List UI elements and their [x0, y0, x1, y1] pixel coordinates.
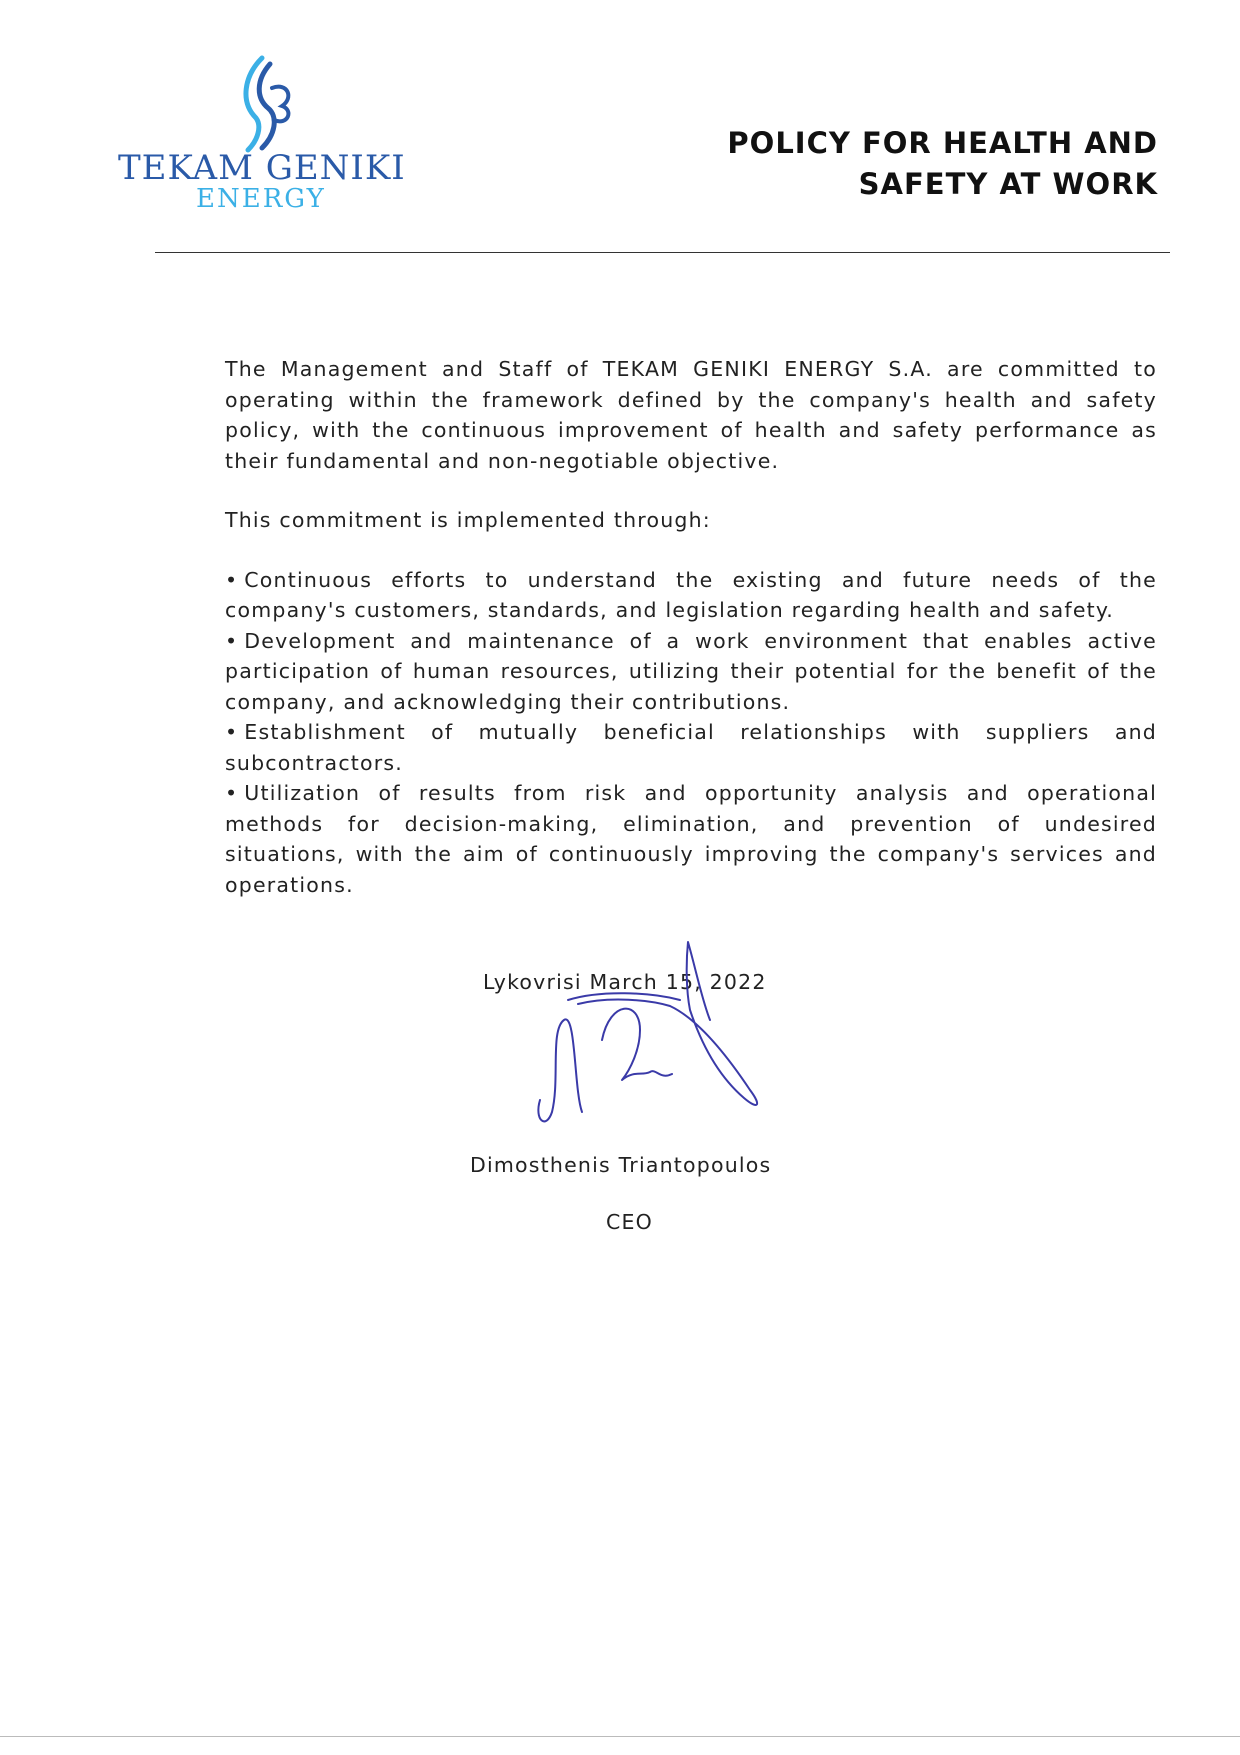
policy-body [225, 354, 1157, 900]
page-bottom-edge [0, 1736, 1240, 1737]
header-divider [155, 252, 1170, 253]
signer-name: Dimosthenis Triantopoulos [470, 1153, 772, 1177]
bullet-item [225, 778, 1157, 900]
commitment-lead: This commitment is implemented through: [225, 508, 711, 532]
bullet-text: Establishment of mutually beneficial relationships with suppliers and subcontractors. [225, 720, 1157, 775]
bullet-dot: • [225, 628, 239, 653]
handwritten-signature [530, 940, 810, 1140]
intro-paragraph: The Management and Staff of TEKAM GENIKI ENERGY S.A. are committed to operating within the framework defined by the company's health and safety policy, with the continuous improvement of health and safety performance as their fundamental and non-negotiable objective. [225, 357, 1157, 473]
bullet-dot: • [225, 720, 239, 744]
title-line-1: POLICY FOR HEALTH AND [727, 126, 1158, 160]
bullet-text: Utilization of results from risk and opportunity analysis and operational methods for decision-making, elimination, and prevention of undesired situations, with the aim of continuously improving the company's services and operations. [225, 781, 1157, 897]
bullet-dot: • [225, 567, 239, 592]
place-and-date: Lykovrisi March 15, 2022 [483, 970, 767, 994]
bullet-dot: • [225, 781, 239, 805]
bullet-item [225, 717, 1157, 778]
bullet-item [225, 626, 1157, 718]
logo-wordmark: TEKAM GENIKI [118, 148, 406, 188]
title-line-2: SAFETY AT WORK [858, 167, 1158, 201]
flame-logo-icon [232, 54, 302, 154]
logo-subtitle: ENERGY [196, 184, 326, 214]
bullet-text: Continuous efforts to understand the existing and future needs of the company's customers, standards, and legislation regarding health and safety. [225, 567, 1157, 622]
company-logo [112, 52, 422, 222]
bullet-text: Development and maintenance of a work environment that enables active participation of human resources, utilizing their potential for the benefit of the company, and acknowledging their contributions. [225, 628, 1157, 714]
document-title [638, 123, 1158, 205]
signer-role: CEO [606, 1210, 654, 1234]
bullet-item [225, 565, 1157, 626]
